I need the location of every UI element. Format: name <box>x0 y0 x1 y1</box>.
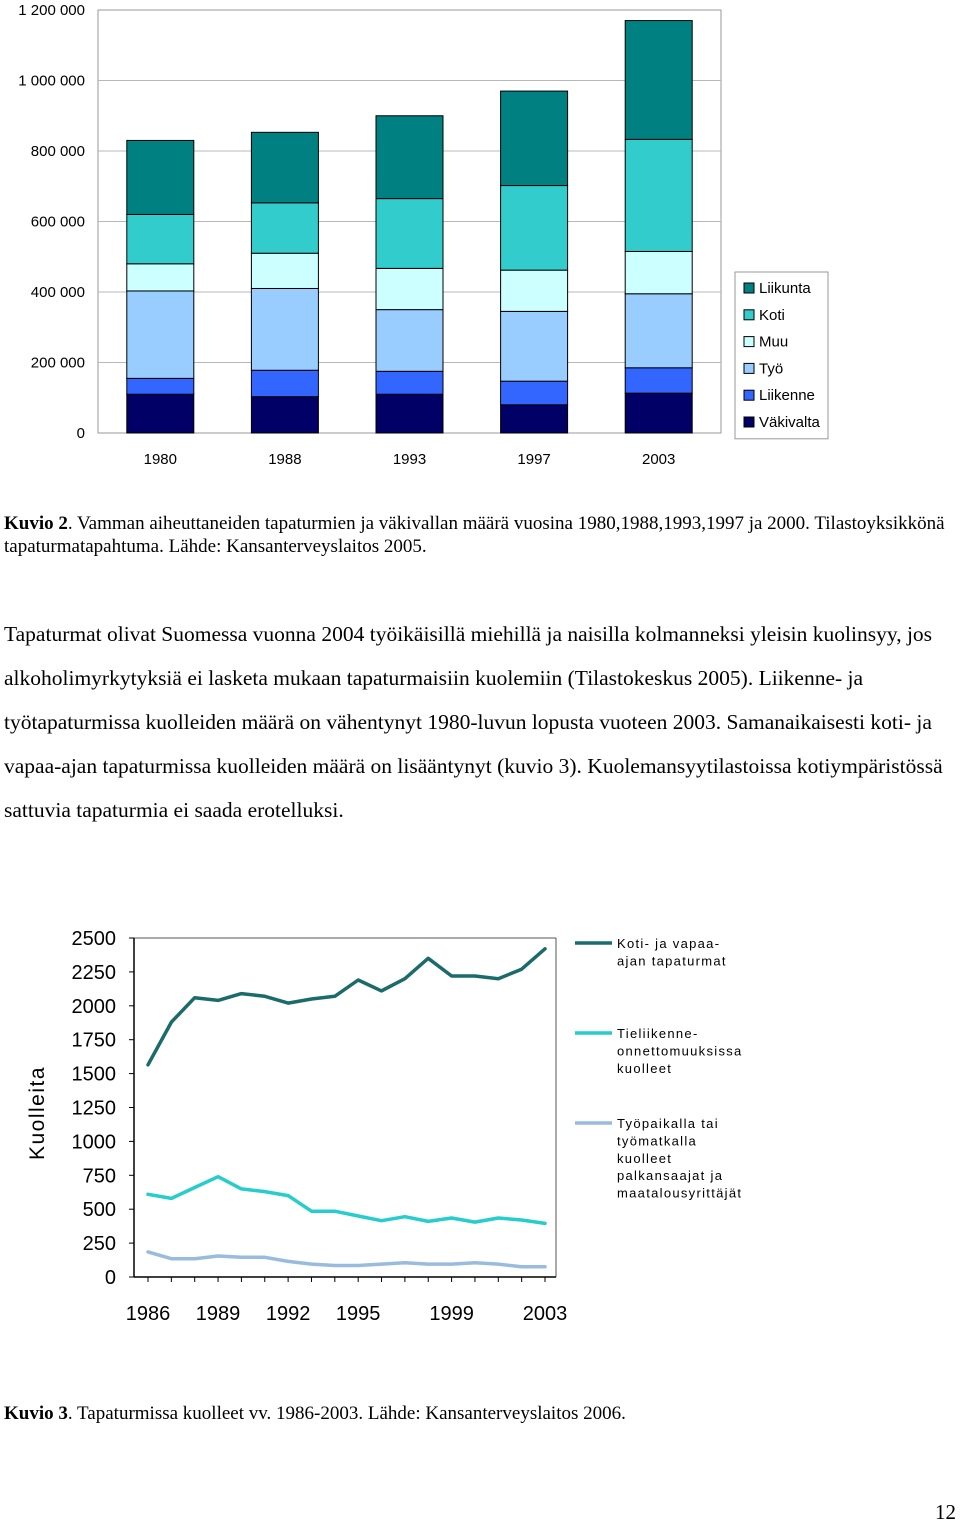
bar-segment-liikunta-1988 <box>251 132 318 203</box>
legend-swatch <box>744 337 754 347</box>
bar-segment-väkivalta-1988 <box>251 397 318 433</box>
legend-swatch <box>744 310 754 320</box>
legend-label-line: onnettomuuksissa <box>617 1043 743 1059</box>
legend-label-line: Työpaikalla tai <box>617 1116 719 1131</box>
y-tick-label: 1250 <box>71 1097 116 1120</box>
legend-label-line: palkansaajat ja <box>617 1168 724 1184</box>
bar-segment-työ-2003 <box>625 294 692 368</box>
bar-segment-väkivalta-2003 <box>625 393 692 433</box>
y-tick-label: 750 <box>82 1165 116 1188</box>
y-axis-label: Kuolleita <box>26 1065 49 1161</box>
legend-label-line: maatalousyrittäjät <box>617 1185 743 1201</box>
y-tick-label: 1 000 000 <box>18 72 85 90</box>
legend-label: Työ <box>759 360 784 378</box>
bar-segment-liikunta-1997 <box>501 91 568 185</box>
y-tick-label: 2500 <box>71 928 116 950</box>
bar-segment-koti-1988 <box>251 203 318 253</box>
x-tick-label: 1997 <box>517 451 551 468</box>
y-tick-label: 600 000 <box>30 213 85 231</box>
bar-segment-koti-2003 <box>625 139 692 251</box>
bar-segment-muu-1997 <box>501 270 568 311</box>
legend-label-line: Tieliikenne- <box>617 1026 699 1041</box>
x-tick-label: 1993 <box>392 451 427 468</box>
bar-segment-muu-1980 <box>127 264 194 291</box>
bar-segment-liikenne-1997 <box>501 381 568 405</box>
series-line-3 <box>148 1252 545 1267</box>
bar-segment-väkivalta-1997 <box>501 405 568 433</box>
legend-swatch <box>744 390 754 400</box>
page-number: 12 <box>935 1500 956 1524</box>
legend-label-line: ajan tapaturmat <box>617 953 727 969</box>
figure-3-label: Kuvio 3 <box>4 1403 68 1424</box>
stacked-bar-chart <box>0 0 960 480</box>
bar-segment-työ-1997 <box>501 311 568 381</box>
y-tick-label: 500 <box>82 1199 116 1222</box>
legend-label-line: kuolleet <box>617 1060 673 1076</box>
legend-swatch <box>744 417 754 427</box>
x-tick-label: 1980 <box>143 451 177 468</box>
figure-2-caption <box>4 512 956 558</box>
legend-label-1 <box>617 936 727 968</box>
legend-swatch <box>744 283 754 293</box>
line-chart <box>0 905 960 1345</box>
bar-segment-liikenne-2003 <box>625 368 692 393</box>
bar-segment-koti-1980 <box>127 214 194 263</box>
legend-label: Koti <box>759 306 785 324</box>
y-tick-label: 400 000 <box>30 284 85 301</box>
bar-segment-työ-1980 <box>127 291 194 378</box>
bar-segment-työ-1988 <box>251 288 318 370</box>
legend-label-3 <box>617 1116 742 1201</box>
body-paragraph: Tapaturmat olivat Suomessa vuonna 2004 työikäisillä miehillä ja naisilla kolmanneksi yleisin kuolinsyy, jos alkoholimyrkytyksiä ei lasketa mukaan tapaturmaisiin kuolemiin (Tilastokeskus 2005). Liikenne- ja työtapaturmissa kuolleiden määrä on vähentynyt 1980-luvun lopusta vuoteen 2003. Samanaikaisesti koti- ja vapaa-ajan tapaturmissa kuolleiden määrä on lisääntynyt (kuvio 3). Kuolemansyytilastoissa kotiympäristössä sattuvia tapaturmia ei saada erotelluksi. <box>4 622 943 822</box>
y-tick-label: 1000 <box>71 1131 116 1154</box>
x-tick-label: 1986 <box>125 1303 171 1325</box>
y-tick-label: 250 <box>82 1233 116 1256</box>
bar-segment-liikunta-1980 <box>127 140 194 214</box>
bar-segment-koti-1997 <box>501 186 568 271</box>
y-tick-label: 1 200 000 <box>18 2 85 19</box>
x-tick-label: 1999 <box>429 1303 474 1325</box>
legend-label: Liikunta <box>759 280 811 297</box>
figure-3-caption-text: . Tapaturmissa kuolleet vv. 1986-2003. Lähde: Kansanterveyslaitos 2006. <box>67 1403 626 1424</box>
bar-segment-muu-1988 <box>251 253 318 288</box>
x-tick-label: 1988 <box>268 451 302 468</box>
series-line-2 <box>148 1177 545 1224</box>
x-tick-label: 1992 <box>265 1303 311 1325</box>
bar-segment-liikunta-1993 <box>376 116 443 199</box>
legend-label-line: työmatkalla <box>617 1133 698 1149</box>
x-tick-label: 2003 <box>642 451 676 468</box>
bar-segment-liikunta-2003 <box>625 21 692 140</box>
bar-segment-muu-2003 <box>625 251 692 293</box>
y-tick-label: 0 <box>76 425 85 442</box>
legend-label: Muu <box>759 333 789 351</box>
figure-3-caption <box>4 1402 626 1425</box>
legend-label: Liikenne <box>759 387 815 405</box>
x-tick-label: 2003 <box>522 1303 568 1325</box>
bar-segment-liikenne-1980 <box>127 378 194 394</box>
y-tick-label: 0 <box>104 1267 116 1289</box>
bar-segment-väkivalta-1980 <box>127 394 194 433</box>
legend <box>575 936 743 1201</box>
y-tick-label: 200 000 <box>30 354 85 372</box>
bar-segment-väkivalta-1993 <box>376 394 443 433</box>
y-tick-label: 2000 <box>71 995 116 1018</box>
legend-label-line: kuolleet <box>617 1150 673 1166</box>
y-tick-label: 2250 <box>71 961 116 984</box>
legend-label-line: Koti- ja vapaa- <box>617 936 721 951</box>
y-tick-label: 1750 <box>71 1029 116 1052</box>
figure-2-label: Kuvio 2 <box>4 513 68 534</box>
legend-swatch <box>744 363 754 373</box>
bar-segment-koti-1993 <box>376 199 443 269</box>
figure-2-caption-text: . Vamman aiheuttaneiden tapaturmien ja väkivallan määrä vuosina 1980,1988,1993,1997 ja 2000. Tilastoyksikkönä tapaturmatapahtuma. Lähde: Kansanterveyslaitos 2005. <box>4 513 945 557</box>
y-tick-label: 1500 <box>71 1063 116 1086</box>
bar-segment-muu-1993 <box>376 268 443 309</box>
y-tick-label: 800 000 <box>30 143 85 160</box>
bar-segment-työ-1993 <box>376 310 443 372</box>
series-line-1 <box>148 949 545 1065</box>
x-tick-label: 1995 <box>335 1303 381 1325</box>
legend-label: Väkivalta <box>759 414 820 431</box>
legend <box>735 272 828 439</box>
bar-segment-liikenne-1993 <box>376 371 443 394</box>
x-tick-label: 1989 <box>195 1303 241 1325</box>
legend-label-2 <box>617 1026 743 1076</box>
bar-segment-liikenne-1988 <box>251 370 318 396</box>
